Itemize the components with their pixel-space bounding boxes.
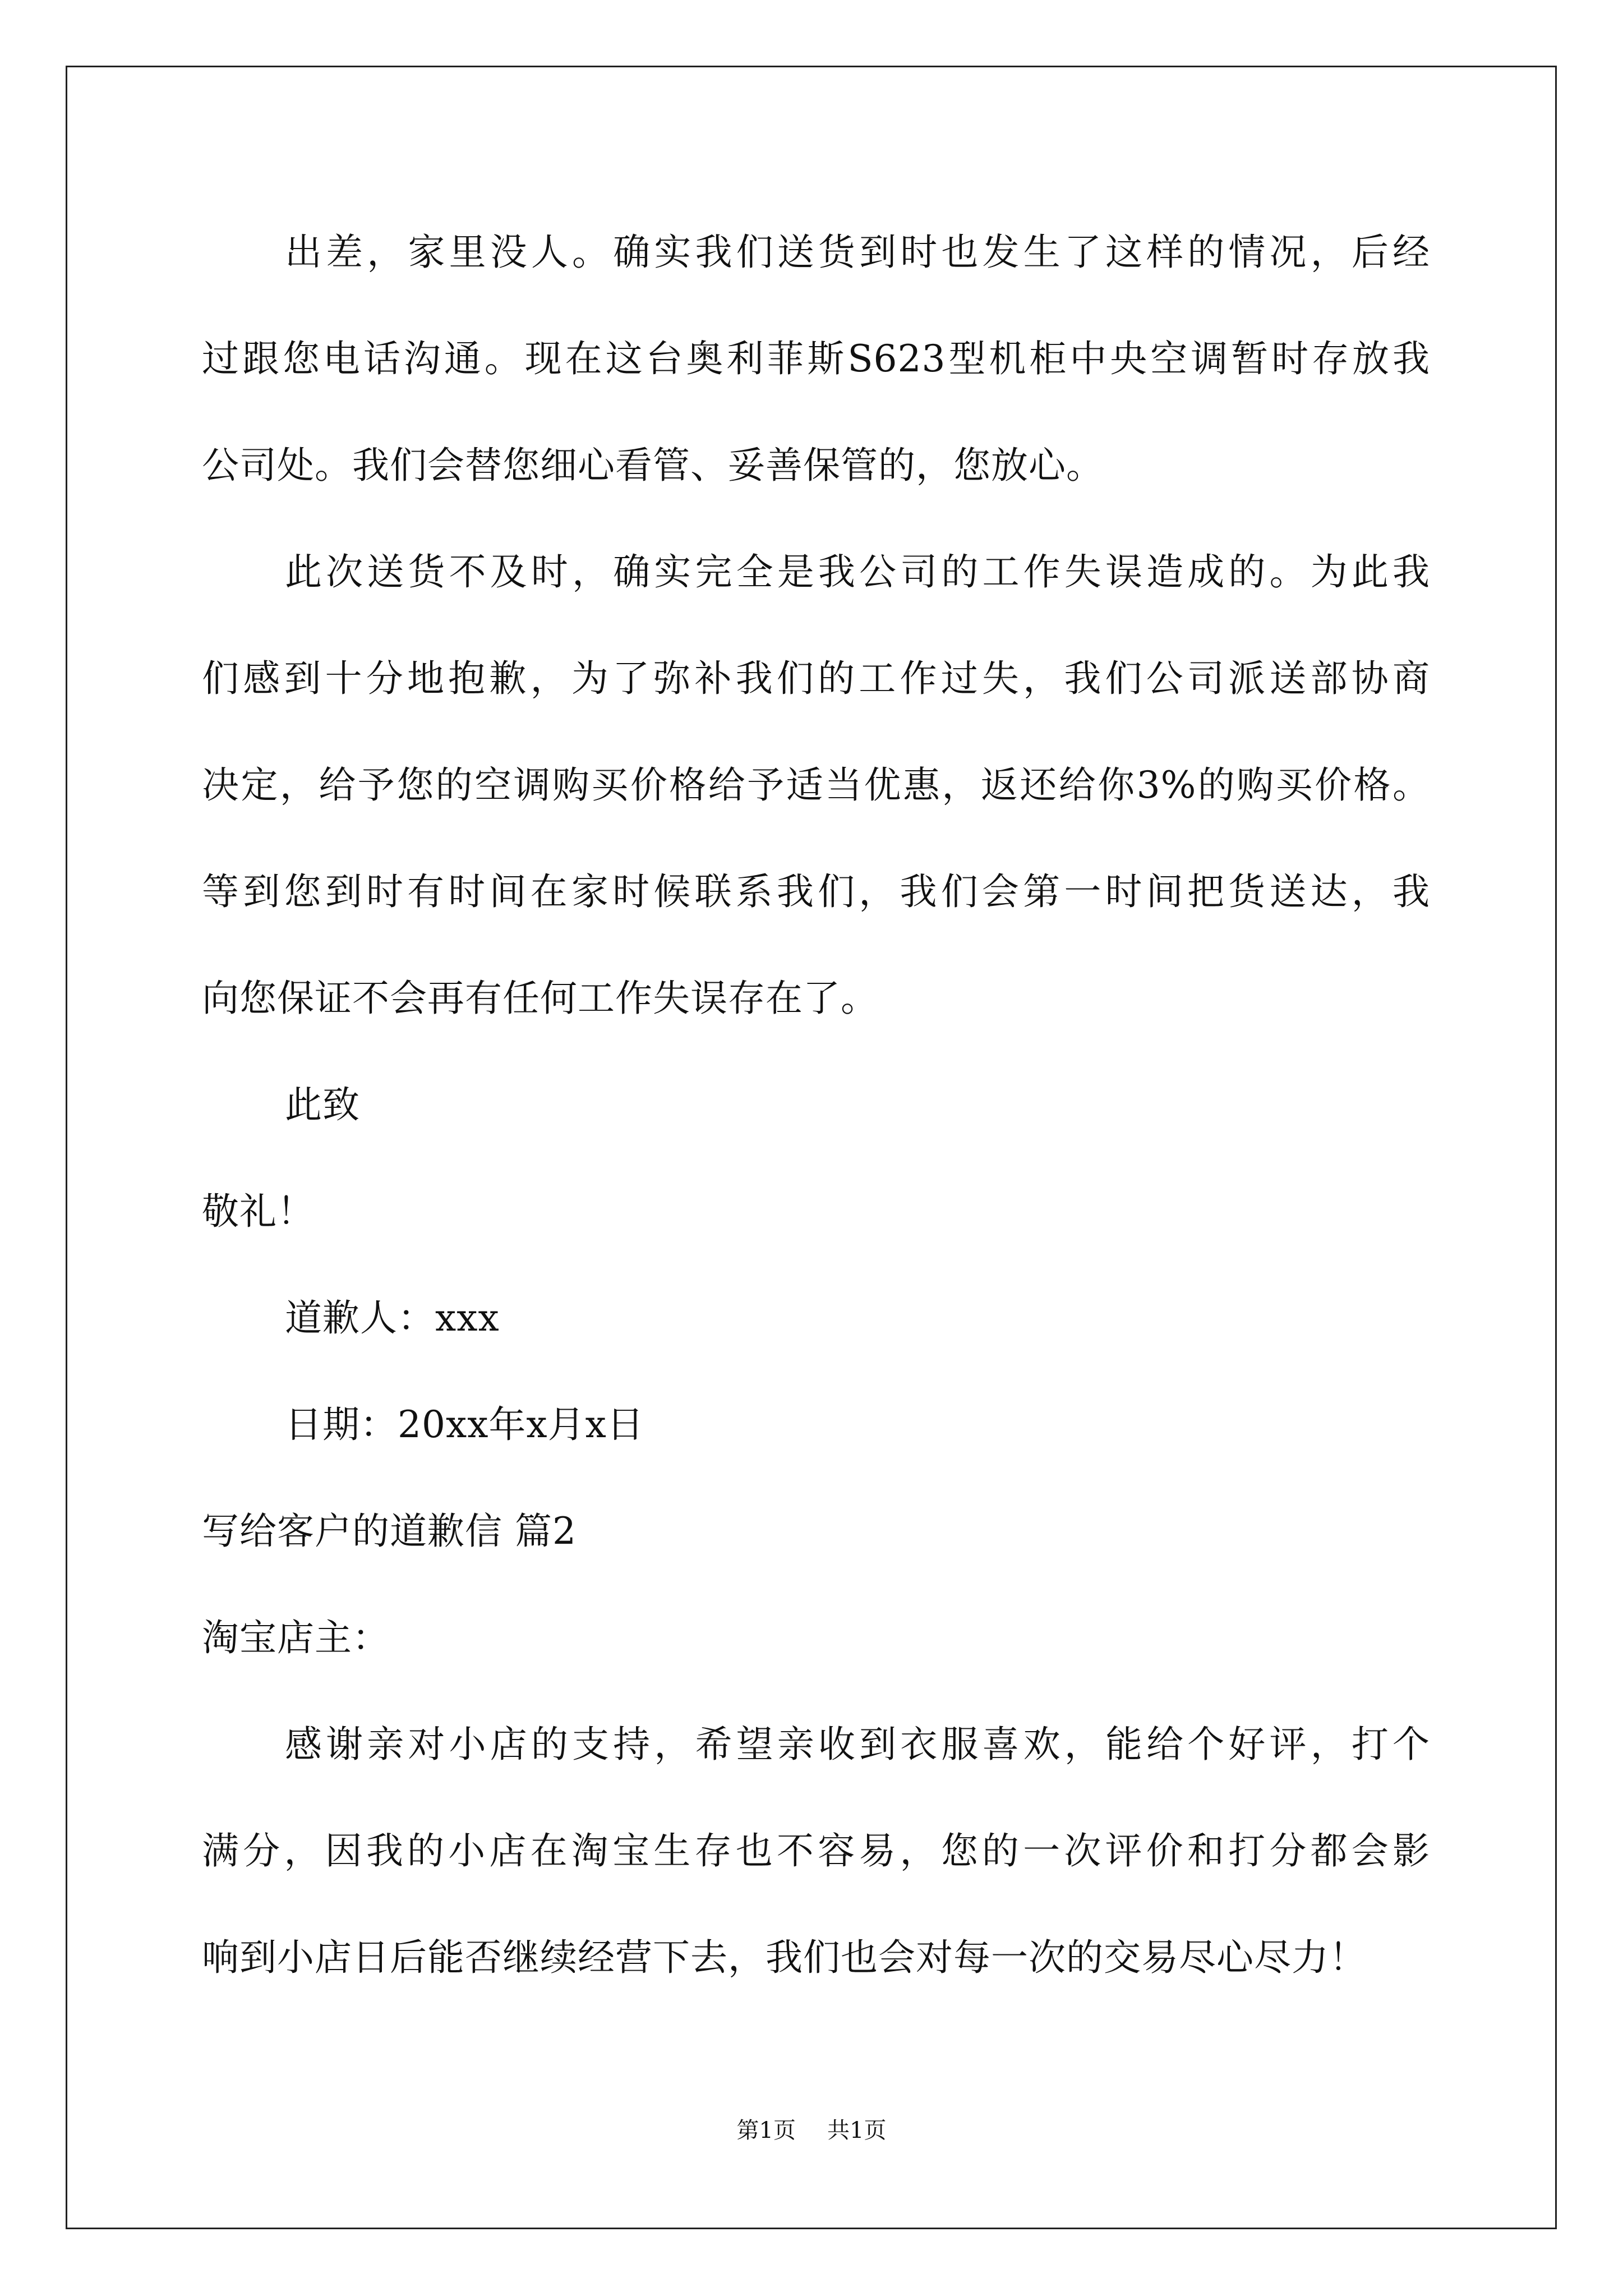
closing-line: 此致 bbox=[285, 1083, 360, 1126]
page-number-current: 第1页 bbox=[736, 2118, 796, 2143]
salute-line: 敬礼！ bbox=[202, 1190, 315, 1233]
paragraph-line: 过跟您电话沟通。现在这台奥利菲斯S623型机柜中央空调暂时存放我 bbox=[202, 337, 1430, 380]
signer-line: 道歉人：xxx bbox=[285, 1296, 500, 1340]
page-border bbox=[66, 66, 1557, 2229]
paragraph-line: 出差，家里没人。确实我们送货到时也发生了这样的情况，后经 bbox=[285, 231, 1430, 274]
paragraph-line: 响到小店日后能否继续经营下去，我们也会对每一次的交易尽心尽力！ bbox=[202, 1936, 1367, 1979]
section-title: 写给客户的道歉信 篇2 bbox=[202, 1510, 577, 1553]
paragraph-line: 此次送货不及时，确实完全是我公司的工作失误造成的。为此我 bbox=[285, 550, 1430, 593]
paragraph-line: 决定，给予您的空调购买价格给予适当优惠，返还给你3%的购买价格。 bbox=[202, 763, 1430, 807]
paragraph-line: 向您保证不会再有任何工作失误存在了。 bbox=[202, 977, 878, 1020]
paragraph-line: 感谢亲对小店的支持，希望亲收到衣服喜欢，能给个好评，打个 bbox=[285, 1723, 1430, 1766]
date-line: 日期：20xx年x月x日 bbox=[285, 1403, 644, 1446]
paragraph-line: 等到您到时有时间在家时候联系我们，我们会第一时间把货送达，我 bbox=[202, 870, 1430, 913]
greeting-line: 淘宝店主： bbox=[202, 1616, 390, 1659]
paragraph-line: 公司处。我们会替您细心看管、妥善保管的，您放心。 bbox=[202, 444, 1104, 487]
paragraph-line: 满分，因我的小店在淘宝生存也不容易，您的一次评价和打分都会影 bbox=[202, 1829, 1430, 1872]
paragraph-line: 们感到十分地抱歉，为了弥补我们的工作过失，我们公司派送部协商 bbox=[202, 657, 1430, 700]
page-number-total: 共1页 bbox=[827, 2118, 887, 2143]
page-footer bbox=[0, 2116, 1623, 2145]
